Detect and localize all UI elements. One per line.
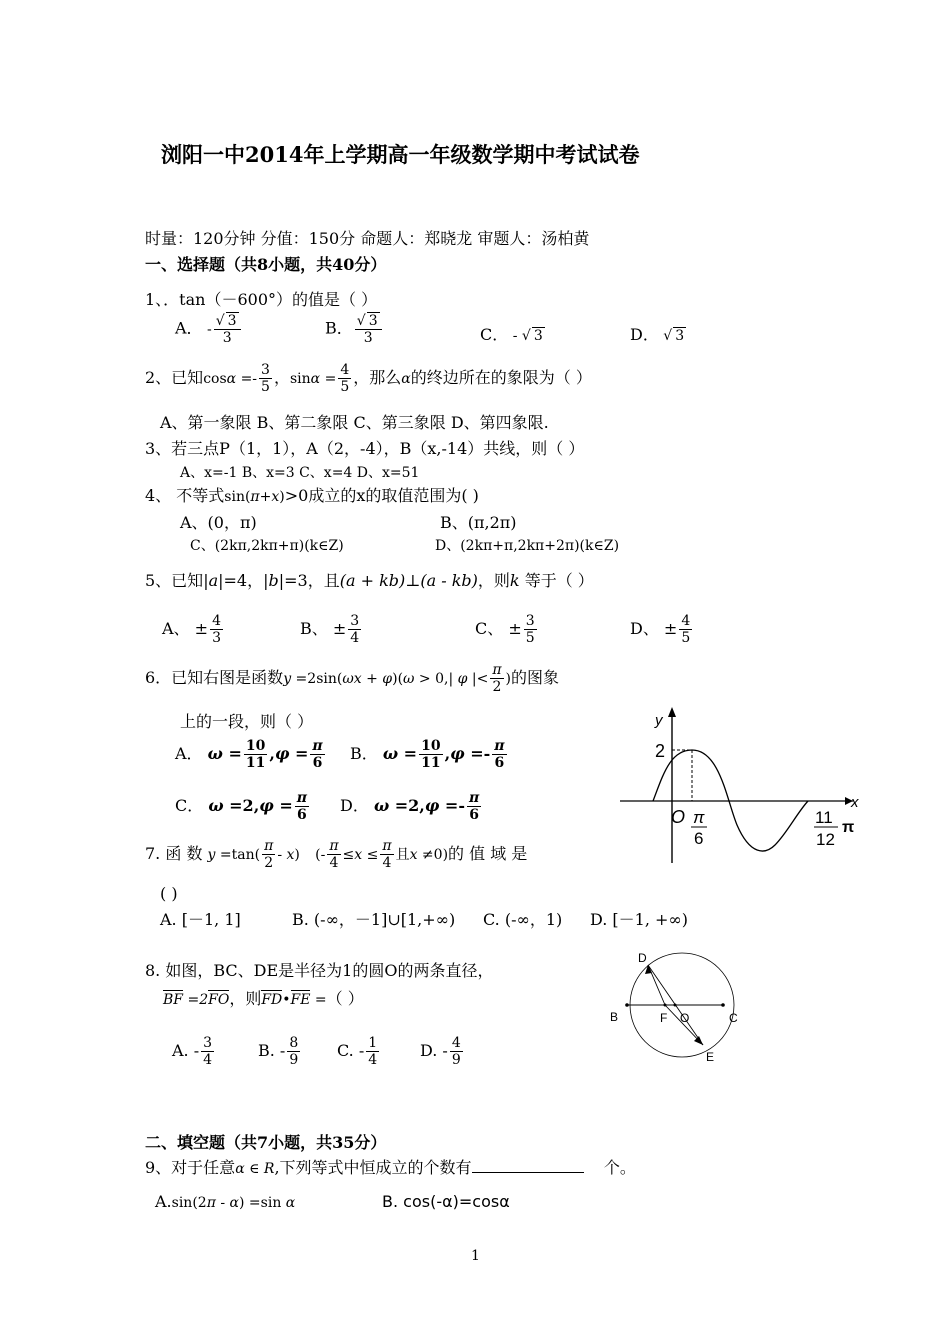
question-7-stem: 7. 函 数 y =tan( $\frac{\pi}{2}$ - x) (- $\frac{\pi}{4}$ ≤x ≤ $\frac{\pi}{4}$ 且x ≠0)的 值 域 是 <box>145 838 528 871</box>
x-tick-eleven-label: 11 <box>815 808 833 827</box>
sine-graph-figure <box>615 705 865 870</box>
question-1-option-d: D． √ 3 <box>630 325 685 344</box>
question-1-option-c: C． - √ 3 <box>480 325 543 344</box>
question-1-option-a: A． - $\frac{√ 3}{3}$ <box>175 312 243 346</box>
question-1-option-b: B． $\frac{√ 3}{3}$ <box>325 312 384 346</box>
question-7-paren: ( ) <box>160 884 178 903</box>
x-tick-twelve-label: 12 <box>816 830 835 849</box>
question-6-option-b: B． ω = $\frac{10}{11}$ ,φ =- $\frac{\pi}{6}$ <box>350 738 505 771</box>
label-b: B <box>610 1010 619 1024</box>
question-8-option-a: A. - $\frac{3}{4}$ <box>172 1035 213 1068</box>
question-6-option-d: D． ω =2,φ =- $\frac{\pi}{6}$ <box>340 790 480 823</box>
x-axis-label: x <box>851 794 859 811</box>
question-9-option-b: B. cos(-α)=cosα <box>382 1192 510 1211</box>
question-3-options: A、x=-1 B、x=3 C、x=4 D、x=51 <box>180 465 420 481</box>
question-6-stem: 6．已知右图是函数y =2sin(ωx + φ)(ω > 0,| φ |< $\frac{\pi}{2}$ )的图象 <box>145 662 560 695</box>
question-7-option-d: D. [－1, +∞) <box>590 910 689 929</box>
question-6-stem-line2: 上的一段，则（ ） <box>180 712 314 731</box>
point-c <box>721 1003 725 1007</box>
page-number: 1 <box>471 1248 480 1264</box>
label-e: E <box>706 1050 715 1064</box>
question-6-option-a: A． ω = $\frac{10}{11}$ ,φ = $\frac{\pi}{6}$ <box>175 738 323 771</box>
question-8-stem: 8. 如图，BC、DE是半径为1的圆O的两条直径， <box>145 961 494 980</box>
point-b <box>625 1003 629 1007</box>
question-4-stem: 4、 不等式sin(π+x)>0成立的x的取值范围为( ) <box>145 486 479 505</box>
question-5-option-d: D、 ± $\frac{4}{5}$ <box>630 613 691 646</box>
question-5-option-b: B、 ± $\frac{3}{4}$ <box>300 613 360 646</box>
question-3-stem: 3、若三点P（1，1），A（2，-4），B（x,-14）共线，则（ ） <box>145 439 585 458</box>
x-tick-pi2-label: π <box>842 819 855 836</box>
peak-value-label: 2 <box>655 741 666 761</box>
answer-blank[interactable] <box>472 1156 584 1173</box>
question-5-option-a: A、 ± $\frac{4}{3}$ <box>162 613 221 646</box>
x-tick-six-label: 6 <box>694 829 704 848</box>
section-heading-choice: 一、选择题（共8小题，共40分） <box>145 255 387 274</box>
question-1-stem: 1、．tan（－600°）的值是（ ） <box>145 290 378 309</box>
question-9-stem: 9、对于任意α ∈ R,下列等式中恒成立的个数有 个。 <box>145 1158 636 1177</box>
y-axis-label: y <box>655 712 663 729</box>
point-f <box>664 1004 667 1007</box>
question-6-option-c: C． ω =2,φ = $\frac{\pi}{6}$ <box>175 790 307 823</box>
question-4-option-d: D、(2kπ+π,2kπ+2π)(k∈Z) <box>435 538 620 554</box>
question-8-condition: BF =2FO，则FD•FE =（ ） <box>163 989 364 1008</box>
question-2-stem: 2、已知cosα =- $\frac{3}{5}$ ，sinα = $\frac{4}{5}$ ，那么α的终边所在的象限为（ ） <box>145 362 592 395</box>
question-7-option-a: A. [－1, 1] <box>160 910 241 929</box>
question-4-option-c: C、(2kπ,2kπ+π)(k∈Z) <box>190 538 344 554</box>
question-7-option-c: C. (-∞，1) <box>483 910 563 929</box>
page-title: 浏阳一中2014年上学期高一年级数学期中考试试卷 <box>161 142 640 167</box>
exam-meta: 时量：120分钟 分值：150分 命题人：郑晓龙 审题人：汤柏黄 <box>145 229 590 248</box>
label-o: O <box>680 1011 690 1025</box>
label-d: D <box>638 951 647 965</box>
question-8-option-b: B. - $\frac{8}{9}$ <box>258 1035 299 1068</box>
question-4-option-a: A、(0，π) <box>180 513 257 532</box>
question-2-options: A、第一象限 B、第二象限 C、第三象限 D、第四象限. <box>160 413 549 432</box>
y-axis-arrow <box>668 707 676 717</box>
label-f: F <box>660 1011 668 1025</box>
label-c: C <box>729 1011 738 1025</box>
question-8-option-c: C. - $\frac{1}{4}$ <box>337 1035 378 1068</box>
circle-figure <box>605 948 755 1068</box>
section-heading-fill: 二、填空题（共7小题，共35分） <box>145 1133 387 1152</box>
question-5-option-c: C、 ± $\frac{3}{5}$ <box>475 613 535 646</box>
question-4-option-b: B、(π,2π) <box>440 513 517 532</box>
question-5-stem: 5、已知|a|=4，|b|=3，且(a + kb)⊥(a - kb)，则k 等于（ ） <box>145 571 594 590</box>
question-9-option-a: A.sin(2π - α) =sin α <box>155 1192 296 1211</box>
point-o <box>674 1004 677 1007</box>
question-7-option-b: B. (-∞，－1]∪[1,+∞) <box>292 910 456 929</box>
question-8-option-d: D. - $\frac{4}{9}$ <box>420 1035 461 1068</box>
origin-label: O <box>671 807 686 827</box>
x-tick-pi-label: π <box>693 808 705 827</box>
